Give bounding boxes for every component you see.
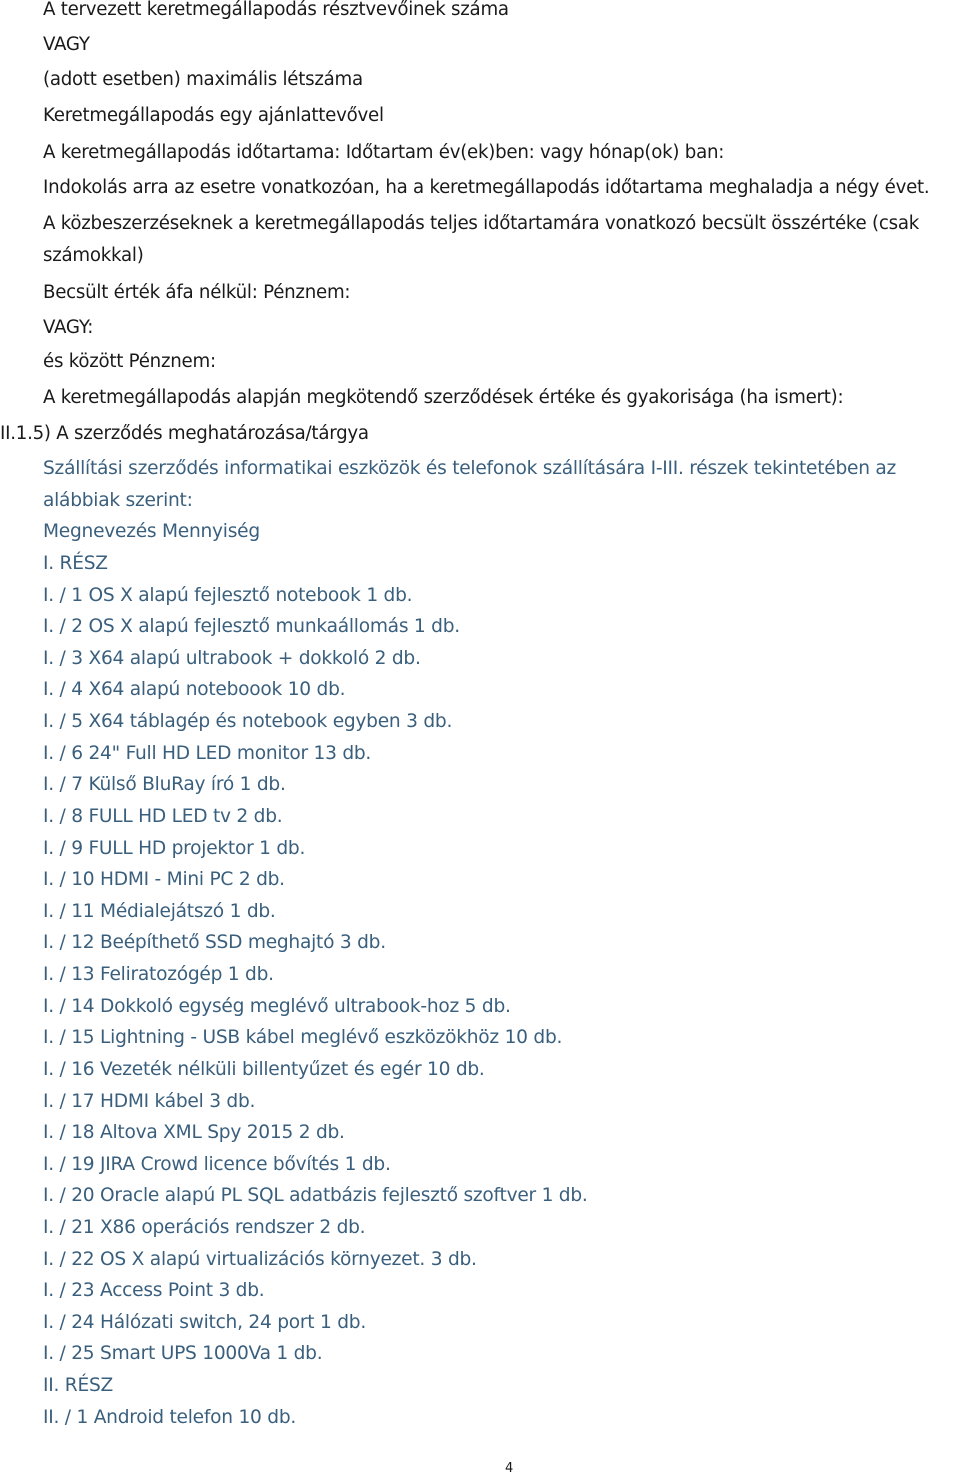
description-line-1: Szállítási szerződés informatikai eszközök és telefonok szállítására I-III. részek tekintetében az xyxy=(43,458,897,479)
intro-line-or: VAGY xyxy=(43,34,90,55)
column-headers: Megnevezés Mennyiség xyxy=(43,521,260,542)
list-item: I. / 11 Médialejátszó 1 db. xyxy=(43,901,276,922)
list-item: I. / 17 HDMI kábel 3 db. xyxy=(43,1091,256,1112)
intro-line-estimated-value: Becsült érték áfa nélkül: Pénznem: xyxy=(43,282,351,303)
list-item: I. / 3 X64 alapú ultrabook + dokkoló 2 db. xyxy=(43,648,421,669)
list-item: I. / 19 JIRA Crowd licence bővítés 1 db. xyxy=(43,1154,391,1175)
list-item: I. / 12 Beépíthető SSD meghajtó 3 db. xyxy=(43,932,386,953)
list-item: I. / 5 X64 táblagép és notebook egyben 3 db. xyxy=(43,711,453,732)
description-line-2: alábbiak szerint: xyxy=(43,490,193,511)
list-item: I. / 22 OS X alapú virtualizációs környezet. 3 db. xyxy=(43,1249,477,1270)
list-item: I. / 24 Hálózati switch, 24 port 1 db. xyxy=(43,1312,367,1333)
list-item: I. / 25 Smart UPS 1000Va 1 db. xyxy=(43,1343,323,1364)
intro-line-single-bidder: Keretmegállapodás egy ajánlattevővel xyxy=(43,105,384,126)
intro-line-numbers-only: számokkal) xyxy=(43,245,144,266)
list-item: I. / 14 Dokkoló egység meglévő ultrabook-hoz 5 db. xyxy=(43,996,511,1017)
list-item: I. / 4 X64 alapú noteboook 10 db. xyxy=(43,679,346,700)
list-item: I. / 18 Altova XML Spy 2015 2 db. xyxy=(43,1122,345,1143)
list-item: I. / 20 Oracle alapú PL SQL adatbázis fejlesztő szoftver 1 db. xyxy=(43,1185,588,1206)
part2-title: II. RÉSZ xyxy=(43,1375,113,1396)
intro-line-max-headcount: (adott esetben) maximális létszáma xyxy=(43,69,363,90)
intro-line-justification: Indokolás arra az esetre vonatkozóan, ha a keretmegállapodás időtartama meghaladja a négy évet. xyxy=(43,177,930,198)
intro-line-between-currency: és között Pénznem: xyxy=(43,351,216,372)
list-item: I. / 23 Access Point 3 db. xyxy=(43,1280,265,1301)
intro-line-contract-frequency: A keretmegállapodás alapján megkötendő szerződések értéke és gyakorisága (ha ismert): xyxy=(43,387,844,408)
list-item: I. / 13 Feliratozógép 1 db. xyxy=(43,964,274,985)
list-item: II. / 1 Android telefon 10 db. xyxy=(43,1407,297,1428)
section-heading: II.1.5) A szerződés meghatározása/tárgya xyxy=(0,423,369,444)
part1-title: I. RÉSZ xyxy=(43,553,108,574)
list-item: I. / 6 24" Full HD LED monitor 13 db. xyxy=(43,743,372,764)
list-item: I. / 10 HDMI - Mini PC 2 db. xyxy=(43,869,285,890)
intro-line-duration: A keretmegállapodás időtartama: Időtartam év(ek)ben: vagy hónap(ok) ban: xyxy=(43,142,725,163)
intro-line-estimated-total: A közbeszerzéseknek a keretmegállapodás teljes időtartamára vonatkozó becsült összértéke (csak xyxy=(43,213,920,234)
list-item: I. / 9 FULL HD projektor 1 db. xyxy=(43,838,306,859)
list-item: I. / 2 OS X alapú fejlesztő munkaállomás 1 db. xyxy=(43,616,460,637)
list-item: I. / 7 Külső BluRay író 1 db. xyxy=(43,774,286,795)
list-item: I. / 21 X86 operációs rendszer 2 db. xyxy=(43,1217,366,1238)
intro-line-participants: A tervezett keretmegállapodás résztvevőinek száma xyxy=(43,0,509,20)
list-item: I. / 1 OS X alapú fejlesztő notebook 1 db. xyxy=(43,585,413,606)
page-number: 4 xyxy=(505,1461,514,1476)
intro-line-or-colon: VAGY: xyxy=(43,317,94,338)
list-item: I. / 16 Vezeték nélküli billentyűzet és egér 10 db. xyxy=(43,1059,485,1080)
list-item: I. / 8 FULL HD LED tv 2 db. xyxy=(43,806,283,827)
list-item: I. / 15 Lightning - USB kábel meglévő eszközökhöz 10 db. xyxy=(43,1027,563,1048)
